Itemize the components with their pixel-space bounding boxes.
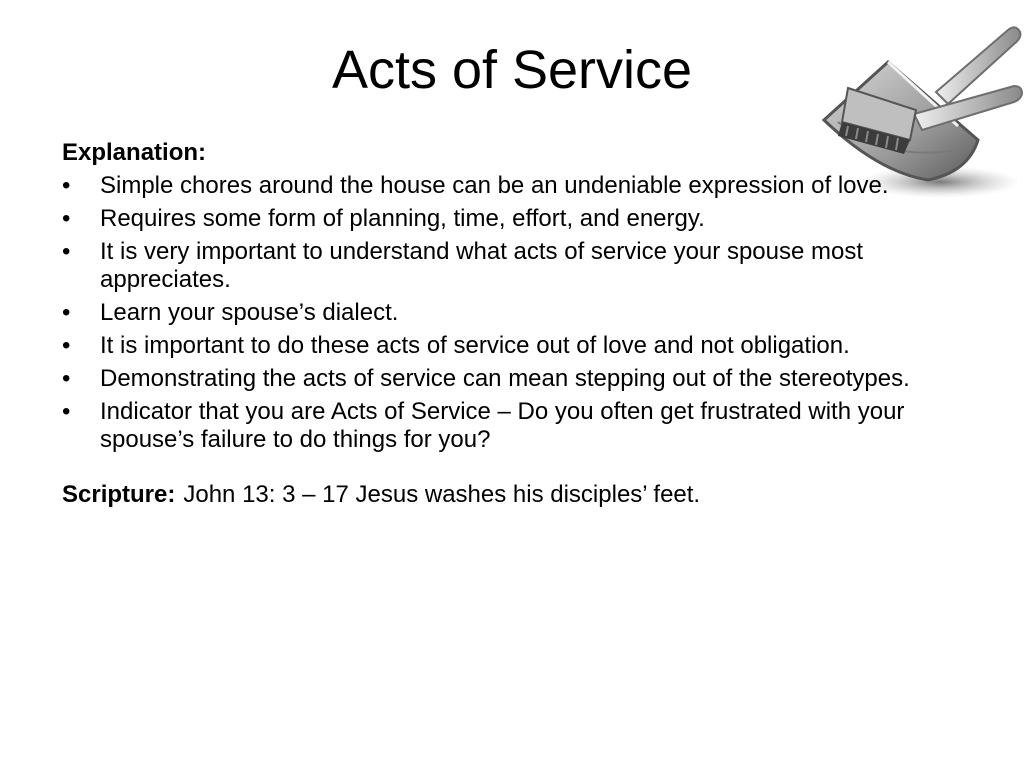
bullet-text: Demonstrating the acts of service can mean stepping out of the stereotypes. [100,365,910,392]
bullet-marker: • [62,365,71,392]
bullet-marker: • [62,299,71,326]
list-item [62,299,952,327]
bullet-marker: • [62,332,71,359]
bullet-text: It is important to do these acts of service out of love and not obligation. [100,332,850,359]
bullet-text: Indicator that you are Acts of Service – Do you often get frustrated with your spouse’s failure to do things for you? [100,398,905,453]
slide-title: Acts of Service [331,40,693,100]
bullet-marker: • [62,398,71,425]
bullet-marker: • [62,205,71,232]
list-item [62,205,952,233]
list-item [62,365,952,393]
bullet-list [62,172,952,454]
bullet-text: Learn your spouse’s dialect. [100,299,399,326]
scripture-line [62,481,952,509]
bullet-text: It is very important to understand what acts of service your spouse most appreciates. [100,238,864,293]
bullet-text: Requires some form of planning, time, effort, and energy. [100,205,705,232]
list-item [62,398,952,454]
list-item [62,332,952,360]
scripture-text: John 13: 3 – 17 Jesus washes his disciples’ feet. [183,481,701,508]
scripture-label: Scripture: [62,481,176,508]
list-item [62,172,952,200]
bullet-marker: • [62,238,71,265]
list-item [62,238,952,294]
explanation-heading: Explanation: [62,139,207,166]
bullet-text: Simple chores around the house can be an undeniable expression of love. [100,172,889,199]
slide-body [62,139,952,509]
bullet-marker: • [62,172,71,199]
